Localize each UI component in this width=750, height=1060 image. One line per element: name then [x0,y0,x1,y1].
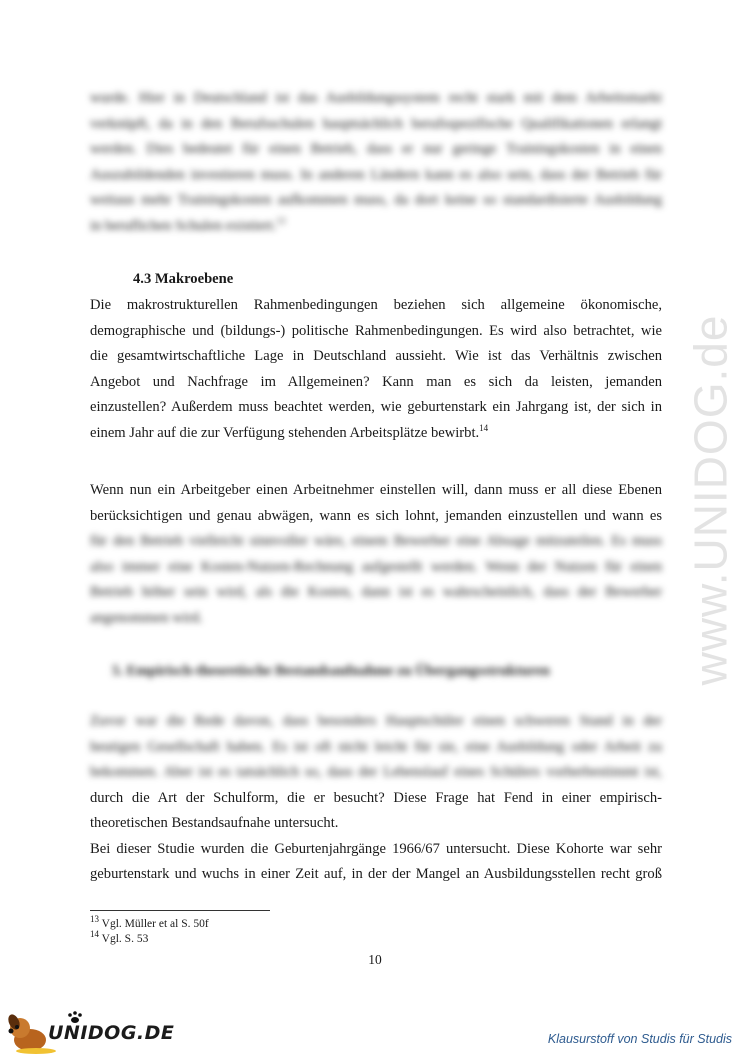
section-heading-4-3: 4.3 Makroebene [133,271,234,287]
text-line: weitaus mehr Trainingskosten aufkommen muss, da dort keine so standardisierte Ausbildung [90,192,662,208]
text-line: bekommen. Aber ist es tatsächlich so, dass der Lebenslauf eines Schülers vorherbestimmt ist, [90,764,662,780]
text-line: Auszubildenden investieren muss. In anderen Ländern kann es also sein, dass der Betrieb für [90,166,662,183]
watermark-text: www.UNIDOG.de [684,314,737,686]
paragraph-blurred-1 [90,86,662,239]
text-line: angenommen wird. [90,609,203,626]
text-line: Die makrostrukturellen Rahmenbedingungen beziehen sich allgemeine ökonomische, [90,297,662,313]
text-line: also immer eine Kosten-Nutzen-Rechnung aufgestellt werden. Wenn der Nutzen für einen [90,558,662,575]
text-line: wurde. Hier in Deutschland ist das Ausbildungssystem recht stark mit dem Arbeitsmarkt [90,90,662,106]
paragraph-empirie [90,709,662,888]
text-line: heutigen Gesellschaft haben. Es ist oft nicht leicht für sie, eine Ausbildung oder Arbeit zu [90,738,662,755]
footnote-14: $^{14}$ Vgl. S. 53 [90,929,149,945]
paragraph-arbeitgeber [90,478,662,631]
text-line: Angebot und Nachfrage im Allgemeinen? Kann man es sich da leisten, jemanden [90,373,662,390]
footnote-ref: 14 [479,422,489,433]
footnote-divider [90,910,270,911]
text-line: werden. Dies bedeutet für einen Betrieb, dass er nur geringe Trainingskosten in einen [90,141,662,157]
text-line: geburtenstark und wuchs in einer Zeit auf, in der der Mangel an Ausbildungsstellen recht groß [90,866,662,882]
text-line: durch die Art der Schulform, die er besucht? Diese Frage hat Fend in einer empirisch- [90,789,662,806]
text-line: Betrieb höher sein wird, als die Kosten, dann ist es wahrscheinlich, dass der Bewerber [90,584,662,600]
text-line: Bei dieser Studie wurden die Geburtenjahrgänge 1966/67 untersucht. Diese Kohorte war sehr [90,840,662,857]
blurred-block [90,529,662,631]
text-line: demographische und (bildungs-) politische Rahmenbedingungen. Es wird also betrachtet, wie [90,322,662,339]
blurred-block [90,709,662,786]
watermark [680,260,740,740]
text-line: verknüpft, da in den Berufsschulen hauptsächlich berufsspezifische Qualifikationen erlangt [90,115,662,132]
text-line: theoretischen Bestandsaufnahe untersucht. [90,815,339,831]
text-line: einzustellen? Außerdem muss beachtet werden, wie geburtenstark ein Jahrgang ist, der sich in [90,399,662,415]
text-line: für den Betrieb vielleicht sinnvoller wäre, einem Bewerber eine Absage mitzuteilen. Es muss [90,533,662,549]
text-line: berücksichtigen und genau abwägen, wann es sich lohnt, jemanden einzustellen und wann es [90,507,662,524]
text-line: die gesamtwirtschaftliche Lage in Deutschland aussieht. Wie ist das Verhältnis zwischen [90,348,662,364]
slogan-footer: Klausurstoff von Studis für Studis [547,1032,732,1046]
page-number: 10 [368,952,382,967]
text-line: einem Jahr auf die zur Verfügung stehenden Arbeitsplätze bewirbt.$^{14}$ [90,422,489,441]
section-heading-5: 5. Empirisch-theoretische Bestandsaufnahme zu Übergangsstrukturen [112,663,550,679]
footnote-13: $^{13}$ Vgl. Müller et al S. 50f [90,914,209,930]
text-line: in beruflichen Schulen existiert.$^{13}$ [90,215,286,234]
text-line: Zuvor war die Rede davon, dass besonders Hauptschüler einen schweren Stand in der [90,713,662,729]
text-line: Wenn nun ein Arbeitgeber einen Arbeitnehmer einstellen will, dann muss er all diese Ebenen [90,482,662,498]
logo-wordmark[interactable]: UNIDOG.DE [48,1022,175,1044]
paragraph-makroebene [90,293,662,446]
